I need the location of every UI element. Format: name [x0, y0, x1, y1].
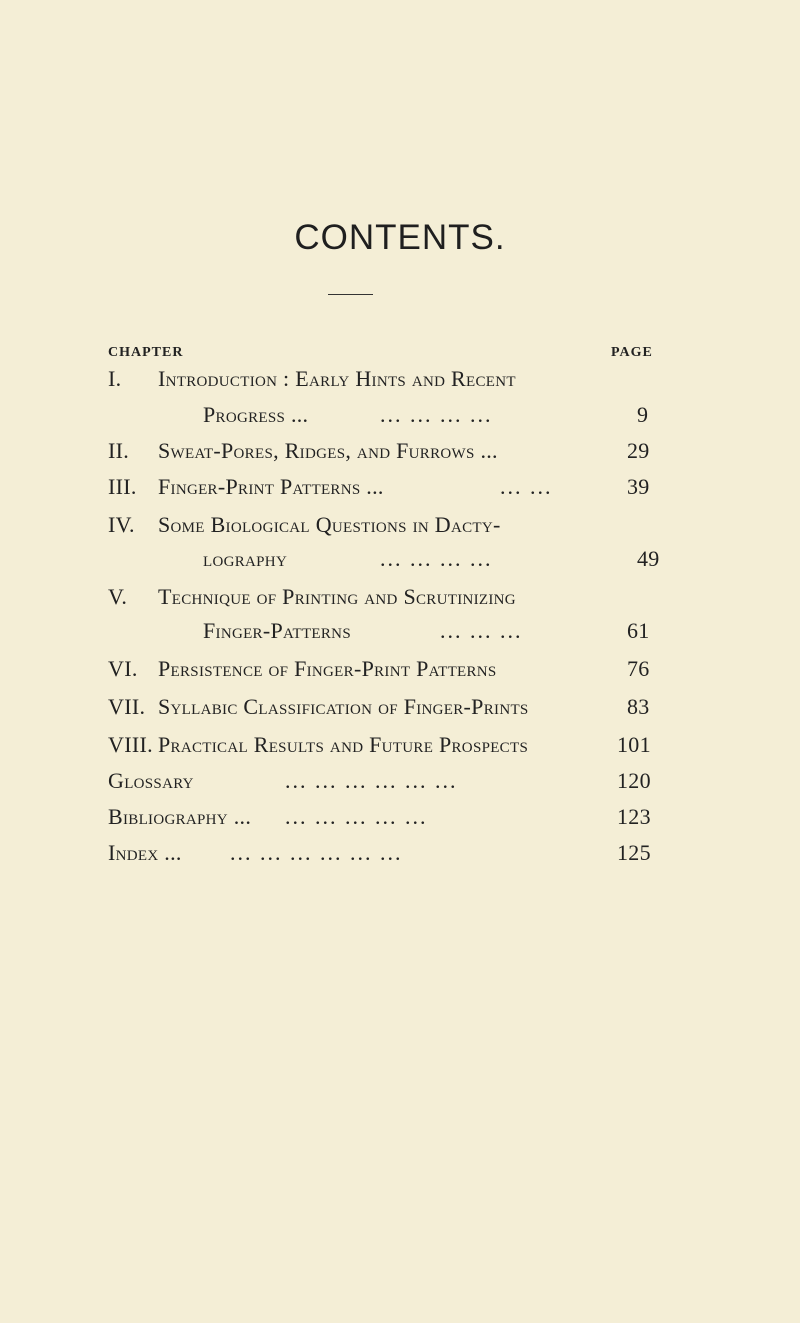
page-header: PAGE: [611, 345, 653, 360]
page-number: 61: [627, 618, 650, 643]
chapter-title: Some Biological Questions in Dacty-: [158, 512, 501, 537]
chapter-number: III.: [108, 474, 137, 499]
chapter-number: V.: [108, 584, 128, 609]
chapter-title: Sweat-Pores, Ridges, and Furrows ...: [158, 438, 498, 463]
chapter-number: VII.: [108, 694, 146, 719]
chapter-number: II.: [108, 438, 130, 463]
page-number: 123: [617, 804, 651, 829]
chapter-title-cont: Progress ...: [203, 402, 309, 427]
chapter-title: Technique of Printing and Scrutinizing: [158, 584, 516, 609]
chapter-number: I.: [108, 366, 122, 391]
extra-label: Index ...: [108, 840, 182, 865]
page-number: 29: [627, 438, 650, 463]
page-number: 39: [627, 474, 650, 499]
chapter-title: Persistence of Finger-Print Patterns: [158, 656, 497, 681]
extra-label: Bibliography ...: [108, 804, 252, 829]
page-number: 76: [627, 656, 650, 681]
leader-dots: ... ... ... ...: [380, 402, 493, 427]
chapter-title: Practical Results and Future Prospects: [158, 732, 529, 757]
page-number: 49: [637, 546, 660, 571]
leader-dots: ... ... ... ... ...: [285, 804, 428, 829]
leader-dots: ... ... ... ... ... ...: [285, 768, 458, 793]
page-title: CONTENTS.: [294, 218, 506, 257]
page-number: 9: [637, 402, 649, 427]
leader-dots: ... ... ...: [440, 618, 523, 643]
page-number: 83: [627, 694, 650, 719]
chapter-header: CHAPTER: [108, 345, 184, 360]
chapter-title: Syllabic Classification of Finger-Prints: [158, 694, 529, 719]
chapter-title-cont: Finger-Patterns: [203, 618, 351, 643]
chapter-title: Introduction : Early Hints and Recent: [158, 366, 516, 391]
chapter-number: VIII.: [108, 732, 153, 757]
leader-dots: ... ... ... ...: [380, 546, 493, 571]
leader-dots: ... ...: [500, 474, 553, 499]
chapter-number: IV.: [108, 512, 135, 537]
page-number: 120: [617, 768, 651, 793]
page-number: 125: [617, 840, 651, 865]
leader-dots: ... ... ... ... ... ...: [230, 840, 403, 865]
chapter-number: VI.: [108, 656, 138, 681]
page-number: 101: [617, 732, 651, 757]
chapter-title: Finger-Print Patterns ...: [158, 474, 384, 499]
title-rule: [328, 294, 373, 295]
chapter-title-cont: lography: [203, 546, 288, 571]
extra-label: Glossary: [108, 768, 194, 793]
